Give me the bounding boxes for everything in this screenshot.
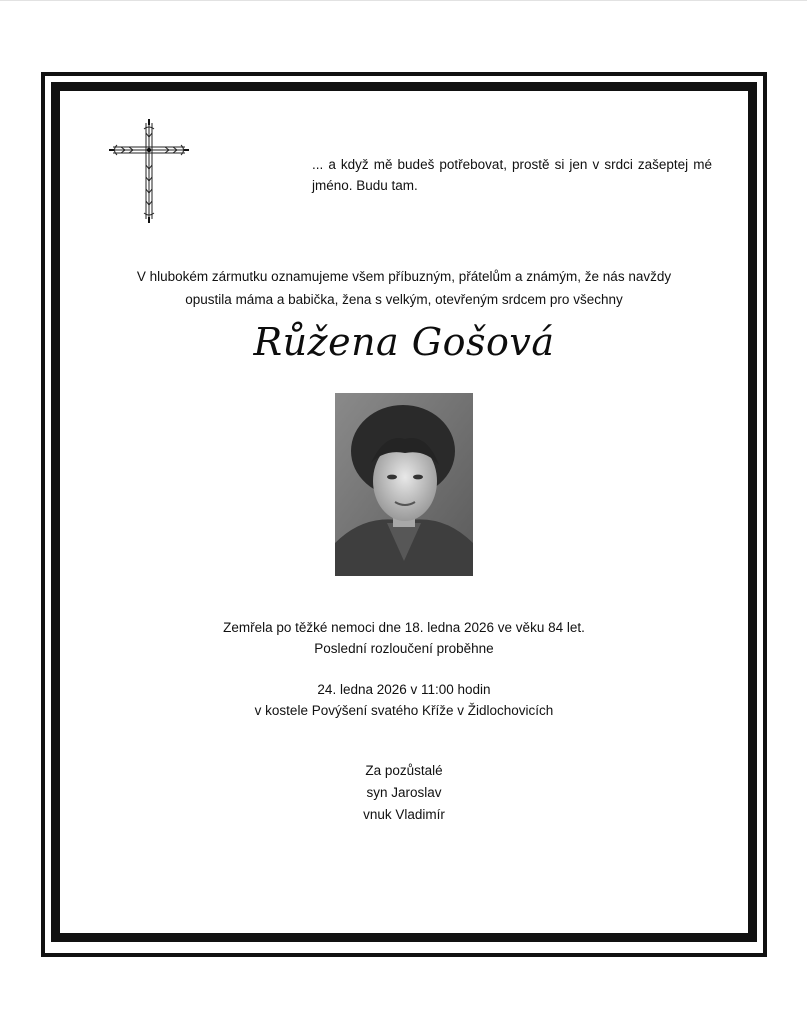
signature-line-1: Za pozůstalé bbox=[365, 763, 443, 778]
announcement-line-1: V hlubokém zármutku oznamujeme všem příbuzným, přátelům a známým, že nás navždy bbox=[136, 269, 672, 284]
details-line-4: v kostele Povýšení svatého Kříže v Židlochovicích bbox=[254, 703, 554, 718]
details-line-2: Poslední rozloučení proběhne bbox=[314, 641, 494, 656]
death-announcement bbox=[80, 265, 728, 311]
mourners-signature bbox=[250, 760, 558, 826]
details-line-3: 24. ledna 2026 v 11:00 hodin bbox=[317, 682, 491, 697]
funeral-details bbox=[120, 617, 688, 721]
details-line-1: Zemřela po těžké nemoci dne 18. ledna 2026 ve věku 84 let. bbox=[223, 620, 585, 635]
ornate-cross-icon bbox=[109, 119, 189, 223]
portrait-photo bbox=[335, 393, 473, 576]
memorial-quote bbox=[312, 154, 712, 196]
announcement-line-2: opustila máma a babička, žena s velkým, otevřeným srdcem pro všechny bbox=[185, 292, 623, 307]
top-divider bbox=[0, 0, 807, 1]
deceased-name: Růžena Gošová bbox=[253, 320, 555, 364]
signature-line-3: vnuk Vladimír bbox=[363, 807, 445, 822]
signature-line-2: syn Jaroslav bbox=[366, 785, 442, 800]
quote-text: ... a když mě budeš potřebovat, prostě si jen v srdci zašeptej mé jméno. Budu tam. bbox=[312, 157, 712, 193]
spacer bbox=[120, 659, 688, 679]
